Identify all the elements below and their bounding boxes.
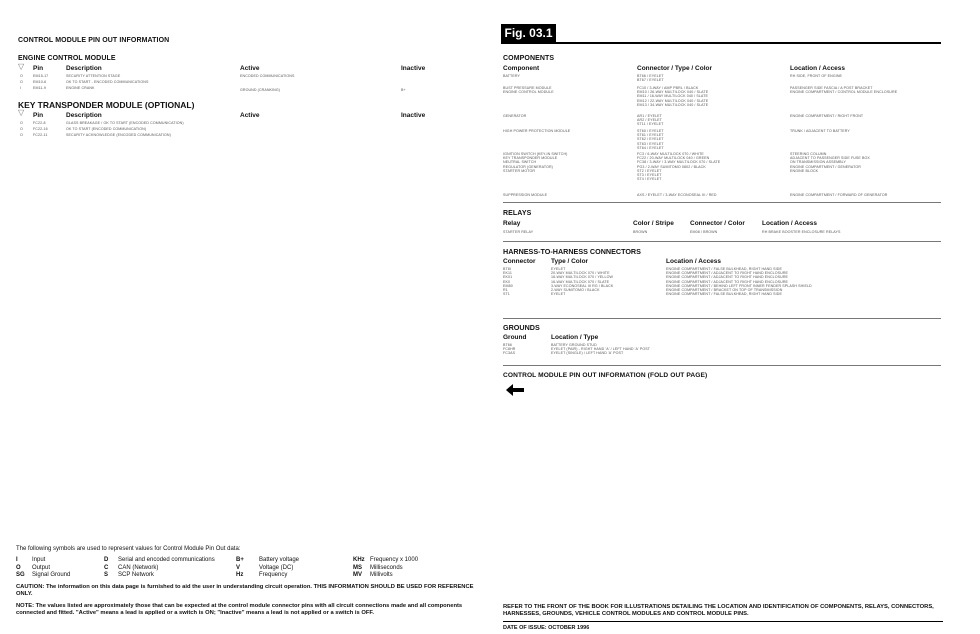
section-divider bbox=[503, 365, 941, 366]
component-name: BATTERY bbox=[503, 74, 520, 78]
ktm-col-inactive: Inactive bbox=[401, 112, 426, 119]
symbol-key: D bbox=[104, 557, 109, 563]
arrow-left-icon[interactable] bbox=[506, 384, 524, 396]
symbol-key: B+ bbox=[236, 557, 244, 563]
section-divider bbox=[503, 202, 941, 203]
ecm-col-active: Active bbox=[240, 65, 260, 72]
component-connector: FC10 / 3-WAY / AMP PBRL / BLACK EM10 / 26-WAY MULTILOCK 040 / SLATE EM11 / 16-WAY MULTILOCK 040 / SLATE EM12 / 22-WAY MULTILOCK 040 / SLATE EM13 / 34-WAY MULTILOCK 040 / SLATE bbox=[637, 86, 709, 107]
symbol-key: V bbox=[236, 564, 241, 571]
components-heading: COMPONENTS bbox=[503, 55, 555, 62]
pin-inactive: B+ bbox=[401, 88, 406, 92]
pin-description: SECURITY ACKNOWLEDGE (ENCODED COMMUNICATION) bbox=[66, 133, 171, 137]
component-location: RH SIDE, FRONT OF ENGINE bbox=[790, 74, 843, 78]
symbol-value: Output bbox=[32, 564, 51, 571]
pin-description: ENGINE CRANK bbox=[66, 86, 95, 90]
symbol-value: CAN (Network) bbox=[118, 564, 159, 571]
components-col-connector: Connector / Type / Color bbox=[637, 65, 712, 72]
left-page-title: CONTROL MODULE PIN OUT INFORMATION bbox=[18, 37, 170, 44]
relay-connector: EM08 / BROWN bbox=[690, 230, 718, 234]
relay-name: STARTER RELAY bbox=[503, 230, 534, 234]
pin-id: FC22-11 bbox=[33, 133, 48, 137]
figure-rule bbox=[501, 42, 941, 44]
symbol-value: Voltage (DC) bbox=[259, 564, 294, 571]
harness-col-connector: Connector bbox=[503, 258, 536, 265]
io-code: O bbox=[20, 121, 23, 125]
note-text: NOTE: The values listed are approximately those that can be expected at the control module connector pins with all circuit connections made and all components connected and fitted. "Active" means a lead is applied or a switch is ON; "Inactive" means a lead is not applied or a switch is OFF. bbox=[16, 603, 463, 616]
relays-col-color: Color / Stripe bbox=[633, 220, 674, 227]
symbol-key: MV bbox=[353, 572, 362, 578]
component-name: IGNITION SWITCH (KEY-IN SWITCH) KEY TRANSPONDER MODULE NEUTRAL SWITCH REGULATOR (GENERATOR) STARTER MOTOR bbox=[503, 152, 568, 173]
symbol-value: Frequency bbox=[259, 572, 288, 578]
io-code: I bbox=[20, 86, 22, 90]
pin-active: GROUND (CRANKING) bbox=[240, 88, 281, 92]
component-name: BUST PRESSURE MODULE ENGINE CONTROL MODULE bbox=[503, 86, 554, 95]
section-divider bbox=[503, 318, 941, 319]
component-connector: ST60 / EYELET ST61 / EYELET ST62 / EYELET ST63 / EYELET ST64 / EYELET bbox=[637, 129, 664, 150]
io-code: O bbox=[20, 74, 23, 78]
ktm-col-active: Active bbox=[240, 112, 260, 119]
relay-color: BROWN bbox=[633, 230, 648, 234]
symbol-value: Frequency x 1000 bbox=[370, 557, 419, 563]
relays-col-location: Location / Access bbox=[762, 220, 818, 227]
pin-description: SECURITY ATTENTION STAGE bbox=[66, 74, 121, 78]
ground-ids: BT66 FC8HR FC3AS bbox=[503, 343, 516, 356]
symbols-intro: The following symbols are used to represent values for Control Module Pin Out data: bbox=[16, 546, 241, 552]
ecm-col-pin: Pin bbox=[33, 65, 44, 72]
harness-col-location: Location / Access bbox=[666, 258, 722, 265]
symbol-key: MS bbox=[353, 564, 362, 571]
component-name: HIGH POWER PROTECTION MODULE bbox=[503, 129, 571, 133]
refer-text: REFER TO THE FRONT OF THE BOOK FOR ILLUSTRATIONS DETAILING THE LOCATION AND IDENTIFICATION OF COMPONENTS, RELAYS, CONNECTORS, HARNESSES, GROUNDS, VEHICLE CONTROL MODULES AND CONTROL MODULE PINS. bbox=[503, 604, 934, 617]
symbol-value: Milliseconds bbox=[370, 564, 403, 571]
harness-heading: HARNESS-TO-HARNESS CONNECTORS bbox=[503, 247, 641, 256]
grounds-heading: GROUNDS bbox=[503, 323, 540, 332]
harness-connectors: BT8I EK11 EK01 EK0 EM80 R1 ST1 bbox=[503, 267, 513, 297]
ecm-heading: ENGINE CONTROL MODULE bbox=[18, 55, 116, 62]
components-col-component: Component bbox=[503, 65, 540, 72]
component-name: SUPPRESSION MODULE bbox=[503, 193, 548, 197]
io-code: O bbox=[20, 80, 23, 84]
io-code: O bbox=[20, 133, 23, 137]
symbol-value: Battery voltage bbox=[259, 557, 300, 563]
relays-col-relay: Relay bbox=[503, 220, 521, 227]
pin-id: FC22-16 bbox=[33, 127, 48, 131]
date-of-issue: DATE OF ISSUE: OCTOBER 1996 bbox=[503, 625, 590, 631]
footer-rule bbox=[503, 621, 943, 622]
relays-col-connector: Connector / Color bbox=[690, 220, 745, 227]
grounds-col-location: Location / Type bbox=[551, 334, 599, 341]
foldout-title: CONTROL MODULE PIN OUT INFORMATION (FOLD OUT PAGE) bbox=[503, 372, 708, 379]
symbol-key: Hz bbox=[236, 572, 244, 578]
pin-description: OK TO START (ENCODED COMMUNICATION) bbox=[66, 127, 147, 131]
component-location: ENGINE COMPARTMENT / RIGHT FRONT bbox=[790, 114, 864, 118]
symbol-value: Input bbox=[32, 557, 46, 563]
ecm-col-inactive: Inactive bbox=[401, 65, 426, 72]
symbol-key: I bbox=[16, 557, 18, 563]
ground-locations: BATTERY GROUND STUD EYELET (PAIR) - RIGHT HAND 'A' / LEFT HAND 'A' POST EYELET (SINGLE) / LEFT HAND 'A' POST bbox=[551, 343, 651, 356]
grounds-col-ground: Ground bbox=[503, 334, 527, 341]
symbol-value: Signal Ground bbox=[32, 572, 71, 578]
component-location: PASSENGER SIDE FASCIA / A POST BRACKET ENGINE COMPARTMENT / CONTROL MODULE ENCLOSURE bbox=[790, 86, 898, 95]
component-connector: BT66 / EYELET BT67 / EYELET bbox=[637, 74, 664, 83]
component-name: GENERATOR bbox=[503, 114, 527, 118]
caution-text: CAUTION: The information on this data page is furnished to aid the user in understanding circuit operation. THIS INFORMATION SHOULD BE USED FOR REFERENCE ONLY. bbox=[16, 584, 474, 597]
figure-label: Fig. 03.1 bbox=[501, 24, 556, 42]
component-location: STEERING COLUMN ADJACENT TO PASSENGER SIDE FUSE BOX ON TRANSMISSION ASSEMBLY ENGINE COMPARTMENT / GENERATOR ENGINE BLOCK bbox=[790, 152, 870, 173]
harness-locations: ENGINE COMPARTMENT / FALSE BULKHEAD, RIGHT HAND SIDE ENGINE COMPARTMENT / ADJACENT TO RIGHT HAND ENCLOSURE ENGINE COMPARTMENT / ADJACENT TO RIGHT HAND ENCLOSURE ENGINE COMPARTMENT / ADJACENT TO RIGHT HAND ENCLOSURE ENGINE COMPARTMENT / BEHIND LEFT FRONT INNER FENDER SPLASH SHIELD ENGINE COMPARTMENT / BRACKET ON TOP OF TRANSMISSION ENGINE COMPARTMENT / FALSE BULKHEAD, RIGHT HAND SIDE bbox=[666, 267, 812, 297]
component-connector: AR1 / EYELET AR2 / EYELET ST11 / EYELET bbox=[637, 114, 664, 127]
component-location: TRUNK / ADJACENT TO BATTERY bbox=[790, 129, 850, 133]
symbol-value: Millivolts bbox=[370, 572, 393, 578]
pin-id: EM10-6 bbox=[33, 80, 47, 84]
harness-col-type: Type / Color bbox=[551, 258, 589, 265]
component-location: ENGINE COMPARTMENT / FORWARD OF GENERATOR bbox=[790, 193, 888, 197]
pin-active: ENCODED COMMUNICATIONS bbox=[240, 74, 295, 78]
symbol-key: KHz bbox=[353, 557, 365, 563]
symbol-value: Serial and encoded communications bbox=[118, 557, 215, 563]
component-connector: FC3 / 6-WAY MULTILOCK 070 / WHITE FC22 / 20-WAY MULTILOCK 040 / GREEN FC38 / 3-WAY / 3-WAY MULTILOCK 070 / SLATE PG3 / 2-WAY SUMITOMO 0802 / BLACK ST2 / EYELET ST3 / EYELET ST4 / EYELET bbox=[637, 152, 721, 182]
triangle-icon: ▽ bbox=[18, 62, 25, 71]
triangle-icon: ▽ bbox=[18, 108, 25, 117]
symbol-key: C bbox=[104, 564, 109, 571]
io-code: O bbox=[20, 127, 23, 131]
pin-id: FC22-8 bbox=[33, 121, 46, 125]
components-col-location: Location / Access bbox=[790, 65, 846, 72]
symbol-key: O bbox=[16, 564, 21, 571]
component-connector: AXS / EYELET / 3-WAY ECONOSEAL III / RED bbox=[637, 193, 717, 197]
ktm-col-pin: Pin bbox=[33, 112, 44, 119]
pin-id: EM11-9 bbox=[33, 86, 46, 90]
relays-heading: RELAYS bbox=[503, 210, 532, 217]
ecm-col-description: Description bbox=[66, 65, 102, 72]
pin-description: GLASS BREAKAGE / OK TO START (ENCODED COMMUNICATION) bbox=[66, 121, 184, 125]
section-divider bbox=[503, 241, 941, 242]
pin-id: EM15-17 bbox=[33, 74, 49, 78]
ktm-col-description: Description bbox=[66, 112, 102, 119]
harness-types: EYELET 20-WAY MULTILOCK 070 / WHITE 16-WAY MULTILOCK 070 / YELLOW 16-WAY MULTILOCK 070 / SLATE 3-WAY ECONOSEAL III RG / BLACK 2-WAY SUMITOMO / BLACK EYELET bbox=[551, 267, 614, 297]
relay-location: RH BRAKE BOOSTER ENCLOSURE RELAYS bbox=[762, 230, 841, 234]
ktm-heading: KEY TRANSPONDER MODULE (OPTIONAL) bbox=[18, 100, 195, 110]
symbol-value: SCP Network bbox=[118, 572, 154, 578]
pin-description: OK TO START - ENCODED COMMUNICATIONS bbox=[66, 80, 149, 84]
symbol-key: S bbox=[104, 572, 109, 578]
symbol-key: SG bbox=[16, 572, 25, 578]
